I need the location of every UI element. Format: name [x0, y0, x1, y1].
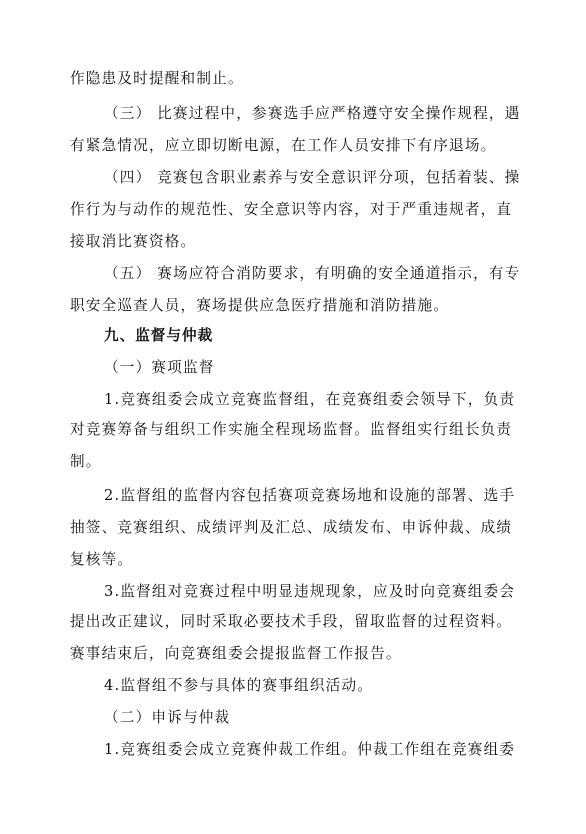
text-line: 作行为与动作的规范性、安全意识等内容，对于严重违规者，直: [70, 201, 513, 218]
subsection-heading: （一）赛项监督: [104, 359, 215, 376]
text-line: 职安全巡查人员，赛场提供应急医疗措施和消防措施。: [70, 297, 450, 314]
text-line: 1.竞赛组委会成立竞赛监督组，在竞赛组委会领导下，负责: [104, 391, 516, 408]
subsection-heading: （二）申诉与仲裁: [104, 709, 231, 726]
text-line: 提出改正建议，同时采取必要技术手段，留取监督的过程资料。: [70, 613, 513, 630]
text-line: 4.监督组不参与具体的赛事组织活动。: [104, 677, 374, 694]
text-line: 作隐患及时提醒和制止。: [70, 70, 244, 87]
text-line: 对竞赛筹备与组织工作实施全程现场监督。监督组实行组长负责: [70, 421, 513, 438]
text-line: 2.监督组的监督内容包括赛项竞赛场地和设施的部署、选手: [104, 487, 516, 504]
text-line: 有紧急情况，应立即切断电源，在工作人员安排下有序退场。: [70, 137, 497, 154]
text-line: 抽签、竞赛组织、成绩评判及汇总、成绩发布、申诉仲裁、成绩: [70, 519, 513, 536]
text-line: 3.监督组对竞赛过程中明显违规现象，应及时向竞赛组委会: [104, 583, 516, 600]
text-line: 制。: [70, 453, 102, 470]
text-line: （五） 赛场应符合消防要求，有明确的安全通道指示，有专: [104, 265, 521, 282]
text-line: （四） 竞赛包含职业素养与安全意识评分项，包括着装、操: [104, 169, 521, 186]
text-line: 赛事结束后，向竞赛组委会提报监督工作报告。: [70, 645, 402, 662]
text-line: 复核等。: [70, 551, 134, 568]
text-line: 接取消比赛资格。: [70, 233, 197, 250]
text-line: 1.竞赛组委会成立竞赛仲裁工作组。仲裁工作组在竞赛组委: [104, 741, 516, 758]
section-heading: 九、监督与仲裁: [104, 327, 214, 344]
text-line: （三） 比赛过程中，参赛选手应严格遵守安全操作规程，遇: [104, 105, 521, 122]
